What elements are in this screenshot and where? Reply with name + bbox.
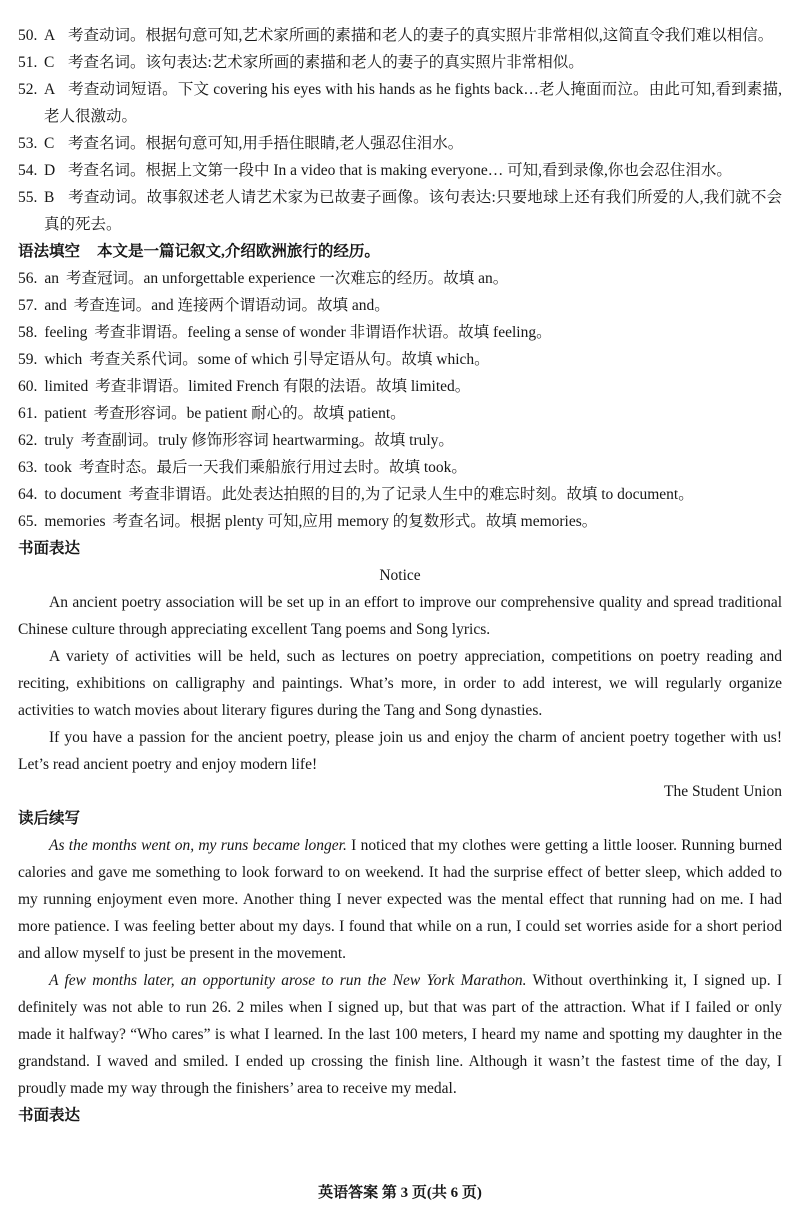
grammar-section-heading [18, 238, 782, 265]
item-explanation: 考查名词。根据 plenty 可知,应用 memory 的复数形式。故填 memories。 [112, 513, 598, 530]
continuation-paragraph-2 [18, 967, 782, 1102]
grammar-heading-label: 语法填空 [18, 243, 81, 260]
answer-letter: A [44, 81, 56, 98]
item-number: 64. [18, 486, 38, 503]
item-answer: truly [44, 432, 74, 449]
answer-explanation: 考查名词。该句表达:艺术家所画的素描和老人的妻子的真实照片非常相似。 [68, 54, 584, 71]
item-answer: which [44, 351, 83, 368]
item-number: 56. [18, 270, 38, 287]
grammar-item-62 [18, 427, 782, 454]
answer-explanation: 考查名词。根据句意可知,用手捂住眼睛,老人强忍住泪水。 [68, 135, 464, 152]
item-answer: patient [44, 405, 87, 422]
answer-explanation: 考查动词。故事叙述老人请艺术家为已故妻子画像。该句表达:只要地球上还有我们所爱的人,我们就不会真的死去。 [44, 189, 782, 233]
item-answer: feeling [44, 324, 88, 341]
item-number: 59. [18, 351, 38, 368]
answer-letter: D [44, 162, 56, 179]
continuation-text-1: I noticed that my clothes were getting a little looser. Running burned calories and gave me something to look forward to on weekend. It had the surprise effect of better sleep, which added to my running enjoyment even more. Another thing I never expected was the mental effect that running had on me. I had more patience. I was feeling better about my days. I found that while on a run, I could set worries aside for a short period and allow myself to just be present in the movement. [18, 837, 783, 962]
grammar-item-64 [18, 481, 782, 508]
answer-letter: B [44, 189, 55, 206]
continuation-writing-section [18, 805, 782, 1102]
grammar-item-63 [18, 454, 782, 481]
writing-section-heading: 书面表达 [18, 540, 81, 557]
grammar-fill-section [18, 238, 782, 535]
item-answer: and [44, 297, 67, 314]
item-number: 60. [18, 378, 38, 395]
item-explanation: 考查关系代词。some of which 引导定语从句。故填 which。 [89, 351, 490, 368]
item-explanation: 考查冠词。an unforgettable experience 一次难忘的经历。故填 an。 [66, 270, 509, 287]
answer-number: 54. [18, 162, 38, 179]
item-number: 63. [18, 459, 38, 476]
answer-letter: C [44, 54, 55, 71]
answer-explanation: 考查名词。根据上文第一段中 In a video that is making everyone… 可知,看到录像,你也会忍住泪水。 [68, 162, 732, 179]
answer-sheet-page [18, 22, 782, 1129]
item-explanation: 考查非谓语。此处表达拍照的目的,为了记录人生中的难忘时刻。故填 to document。 [128, 486, 694, 503]
writing-notice-section [18, 535, 782, 805]
item-explanation: 考查非谓语。limited French 有限的法语。故填 limited。 [95, 378, 471, 395]
continuation-section-heading: 读后续写 [18, 810, 81, 827]
answer-item-54 [18, 157, 782, 184]
given-opening-sentence-1: As the months went on, my runs became longer. [49, 837, 347, 854]
answer-number: 52. [18, 81, 38, 98]
grammar-item-58 [18, 319, 782, 346]
notice-paragraph-3: If you have a passion for the ancient poetry, please join us and enjoy the charm of ancient poetry together with us! Let’s read ancient poetry and enjoy modern life! [18, 729, 782, 773]
answer-item-53 [18, 130, 782, 157]
item-explanation: 考查副词。truly 修饰形容词 heartwarming。故填 truly。 [80, 432, 454, 449]
answer-item-55 [18, 184, 782, 238]
answer-item-50 [18, 22, 782, 49]
item-explanation: 考查时态。最后一天我们乘船旅行用过去时。故填 took。 [78, 459, 467, 476]
page-footer: 英语答案 第 3 页(共 6 页) [318, 1185, 482, 1201]
continuation-text-2: Without overthinking it, I signed up. I definitely was not able to run 26. 2 miles when I signed up, but that was part of the attraction. What if I failed or only made it halfway? “Who cares” is what I learned. In the last 100 meters, I heard my name and spotting my daughter in the grandstand. I waved and smiled. I ended up crossing the finish line. Although it wasn’t the fastest time of the day, I proudly made my way through the finishers’ area to receive my medal. [18, 972, 782, 1097]
grammar-item-61 [18, 400, 782, 427]
notice-paragraph-2: A variety of activities will be held, such as lectures on poetry appreciation, competitions on poetry reading and reciting, exhibitions on calligraphy and paintings. What’s more, in order to add interest, we will regularly organize activities to watch movies about literary figures during the Tang and Song dynasties. [18, 648, 782, 719]
writing-section-2 [18, 1102, 782, 1129]
answer-item-52 [18, 76, 782, 130]
answer-number: 50. [18, 27, 38, 44]
answer-number: 55. [18, 189, 38, 206]
grammar-intro: 本文是一篇记叙文,介绍欧洲旅行的经历。 [97, 243, 380, 260]
item-number: 57. [18, 297, 38, 314]
item-explanation: 考查连词。and 连接两个谓语动词。故填 and。 [73, 297, 390, 314]
item-answer: memories [44, 513, 106, 530]
item-answer: limited [44, 378, 89, 395]
item-answer: an [44, 270, 60, 287]
answer-number: 51. [18, 54, 38, 71]
writing-section-2-heading: 书面表达 [18, 1107, 81, 1124]
item-number: 58. [18, 324, 38, 341]
item-number: 61. [18, 405, 38, 422]
answer-item-51 [18, 49, 782, 76]
answer-number: 53. [18, 135, 38, 152]
cloze-answers-section [18, 22, 782, 238]
notice-signature: The Student Union [664, 783, 782, 800]
grammar-item-57 [18, 292, 782, 319]
answer-explanation: 考查动词。根据句意可知,艺术家所画的素描和老人的妻子的真实照片非常相似,这简直令我们难以相信。 [68, 27, 774, 44]
given-opening-sentence-2: A few months later, an opportunity arose to run the New York Marathon. [49, 972, 527, 989]
grammar-item-56 [18, 265, 782, 292]
item-answer: to document [44, 486, 122, 503]
item-number: 62. [18, 432, 38, 449]
answer-explanation: 考查动词短语。下文 covering his eyes with his hands as he fights back…老人掩面而泣。由此可知,看到素描,老人很激动。 [44, 81, 782, 125]
notice-paragraph-1: An ancient poetry association will be set up in an effort to improve our comprehensive quality and spread traditional Chinese culture through appreciating excellent Tang poems and Song lyrics. [18, 594, 782, 638]
answer-letter: A [44, 27, 56, 44]
answer-letter: C [44, 135, 55, 152]
item-explanation: 考查形容词。be patient 耐心的。故填 patient。 [93, 405, 406, 422]
grammar-item-59 [18, 346, 782, 373]
continuation-paragraph-1 [18, 832, 782, 967]
notice-title: Notice [379, 567, 421, 584]
grammar-item-65 [18, 508, 782, 535]
grammar-item-60 [18, 373, 782, 400]
item-answer: took [44, 459, 72, 476]
item-explanation: 考查非谓语。feeling a sense of wonder 非谓语作状语。故填 feeling。 [94, 324, 552, 341]
item-number: 65. [18, 513, 38, 530]
